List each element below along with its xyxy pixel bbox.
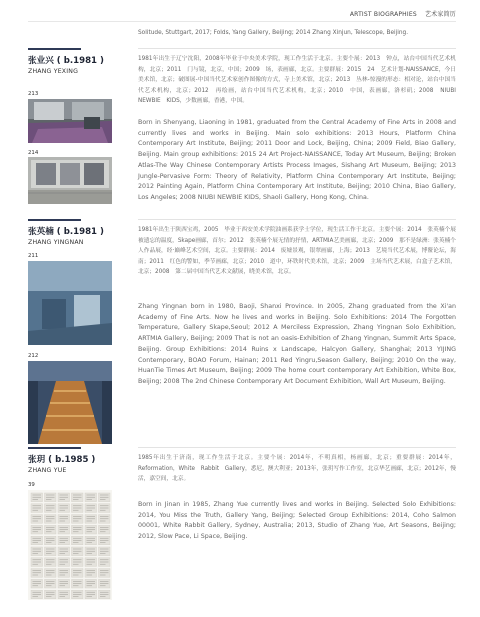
artwork-thumbnail bbox=[28, 261, 112, 345]
artist-name-cn: 张玥 ( b.1985 ) bbox=[28, 455, 96, 465]
artist-divider-thin bbox=[138, 219, 456, 220]
artwork-page-ref: 39 bbox=[28, 482, 35, 488]
artwork-page-ref: 213 bbox=[28, 91, 39, 97]
artwork-thumbnail bbox=[28, 490, 112, 600]
artwork-page-ref: 214 bbox=[28, 150, 39, 156]
artist-name-cn: 张业兴 ( b.1981 ) bbox=[28, 56, 104, 66]
artist-bio-en: Born in Shenyang, Liaoning in 1981, graduated from the Central Academy of Fine Arts in 2008 and currently lives and works in Beijing. Main solo exhibitions: 2013 Hours, Platform China Contemporary Art Institute, Beijing; 2011 Door and Lock, Beijing, China; 2009 Field, Biao Gallery, Beijing. Main group exhibitions: 2015 24 Art Project-NAISSANCE, Today Art Museum, Beijing; Broken Atlas-The Way Chinese Contemporary Artists Process Images, Sishang Art Museum, Beijing; 2013 Jungle-Pervasive Form: Theory of Relativity, Platform China Contemporary Art Institute, Beijing; 2012 Painting Again, Platform China Contemporary Art Institute, Beijing; 2010 China, Biao Gallery, Los Angeles; 2008 NIUBI NEWBIE KIDS, Shaoli Gallery, Hong Kong, China. bbox=[138, 119, 456, 201]
intro-continuation: Solitude, Stuttgart, 2017; Folds, Yang Gallery, Beijing; 2014 Zhang Xinjun, Telescope, Beijing. bbox=[138, 30, 409, 36]
staircase-painting-image bbox=[28, 361, 112, 444]
artwork-thumbnail bbox=[28, 99, 112, 143]
artist-bio-cn: 1981年出生于陕西宝鸡，2005 毕业于西安美术学院油画系获学士学位，现生活工作于北京。主要个展：2014 张英楠个展被遗忘的温度，Skape画廊，首尔；2012 张英楠个展无情的抒情，ARTMIA艺美画廊，北京；2009 那不是绿洲：张英楠个人作品展，经·巅峰艺术空间，北京。主要群展：2014 废墟景观，银翠画廊，上海；2013 艺境当代艺术展，博鳌论坛，海南；2011 红色的警如，季节画廊，北京；2010 道中，环铁时代美术馆，北京；2009 主场当代艺术展，白盒子艺术馆，北京；2008 第二届中国当代艺术文献展，晓美术馆，北京。 bbox=[138, 227, 456, 276]
artist-divider-strong bbox=[28, 48, 81, 50]
artist-bio-cn: 1981年出生于辽宁沈阳，2008年毕业于中央美术学院，现工作生活于北京。主要个展：2013 钟点，站台中国当代艺术机构，北京；2011 门与镜，北京，中国；2009 场，表画廊，北京。主要群展：2015 24 艺术计划-NAISSANCE，今日美术馆，北京；破图展-中国当代艺术家创作图像的方式，寺上美术馆，北京；2013 丛林-惊漫的形态：相对论，站台中国当代艺术机构，北京；2012 再绘画，站台中国当代艺术机构，北京；2010 中国，表画廊，洛杉矶；2008 NIUBI NEWBIE KIDS，少数画廊，香港，中国。 bbox=[138, 56, 462, 105]
blue-interior-painting-image bbox=[28, 261, 112, 345]
artist-name-cn: 张英楠 ( b.1981 ) bbox=[28, 227, 104, 237]
artwork-page-ref: 211 bbox=[28, 253, 39, 259]
artist-divider-thin bbox=[138, 48, 456, 49]
artwork-thumbnail bbox=[28, 361, 112, 444]
artist-name-en: ZHANG YEXING bbox=[28, 68, 79, 75]
header-section-en: ARTIST BIOGRAPHIES bbox=[349, 11, 417, 18]
interior-room-image bbox=[28, 99, 112, 143]
header-section-cn: 艺术家简历 bbox=[424, 11, 456, 18]
artwork-page-ref: 212 bbox=[28, 353, 39, 359]
artist-bio-en: Zhang Yingnan born in 1980, Baoji, Shanxi Province. In 2005, Zhang graduated from the Xi'an Academy of Fine Arts. Now he lives and works in Beijing. Solo Exhibitions: 2014 The Forgotten Temperature, Gallery Skape,Seoul; 2012 A Merciless Expression, Zhang Yingnan Solo Exhibition, ARTMIA Gallery, Beijing; 2009 That is not an oasis-Exhibition of Zhang Yingnan, Summit Arts Space, Beijing. Group Exhibitions: 2014 Ruins x Landscape, Halcyon Gallery, Shanghai; 2013 YIJING Contemporary, BOAO Forum, Hainan; 2011 Red Yingru,Season Gallery, Beijing; 2010 On the way, HuanTie Times Art Museum, Beijing; 2009 The home court contemporary Art Exhibition, White Box, Beijing; 2008 The 2nd Chinese Contemporary Art Document Exhibition, Wall Art Museum, Beijing. bbox=[138, 303, 456, 385]
artist-name-en: ZHANG YINGNAN bbox=[28, 239, 84, 246]
paper-grid-artwork-image bbox=[28, 490, 112, 600]
artwork-thumbnail bbox=[28, 157, 112, 204]
artist-divider-thin bbox=[138, 447, 456, 448]
artist-name-en: ZHANG YUE bbox=[28, 467, 67, 474]
artist-bio-cn: 1985年出生于济南，现工作生活于北京。主要个展：2014年，不明真相，杨画廊，北京；重要群展：2014年，Reformation，White Rabbit Gallery，悉尼，澳大利亚；2013年，张玥写作工作室，北京华艺画廊，北京；2012年，慢活，嘉空间，北京。 bbox=[138, 455, 456, 483]
artist-divider-strong bbox=[28, 447, 81, 449]
header-divider bbox=[28, 21, 456, 22]
artist-bio-en: Born in Jinan in 1985, Zhang Yue currently lives and works in Beijing. Selected Solo Exhibitions: 2014, You Miss the Truth, Gallery Yang, Beijing; Selected Group Exhibitions: 2014, Coho Salmon 00001, White Rabbit Gallery, Sydney, Australia; 2013, Studio of Zhang Yue, Art Seasons, Beijing; 2012, Slow Pace, Li Space, Beijing. bbox=[138, 501, 456, 541]
running-header bbox=[350, 9, 456, 18]
building-window-image bbox=[28, 157, 112, 204]
artist-divider-strong bbox=[28, 219, 81, 221]
